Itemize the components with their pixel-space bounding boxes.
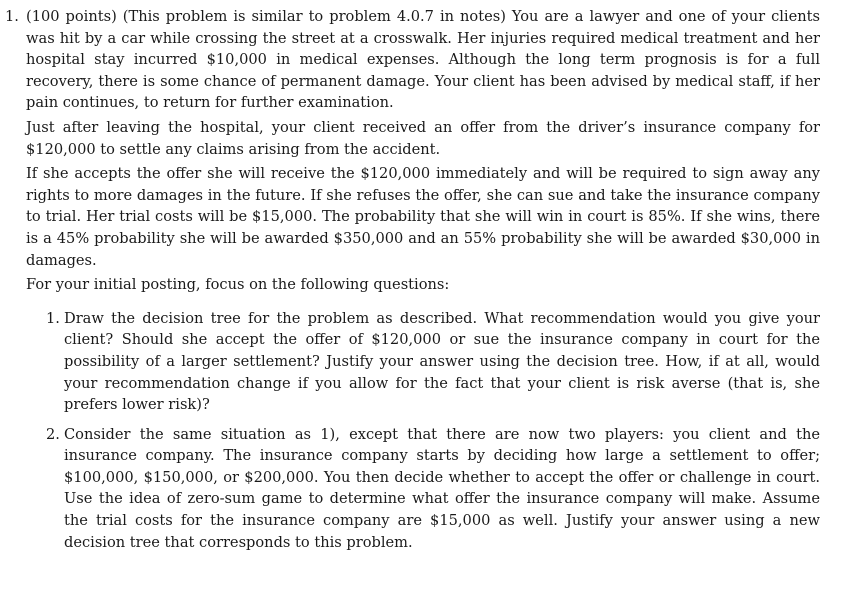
problem-1 xyxy=(0,6,846,553)
problem-intro-paragraph: (100 points) (This problem is similar to problem 4.0.7 in notes) You are a lawyer and one of your clients was hit by a car while crossing the street at a crosswalk. Her injuries required medical treatment and her hospital stay incurred $10,000 in medical expenses. Although the long term prognosis is for a full recovery, there is some chance of permanent damage. Your client has been advised by medical staff, if her pain continues, to return for further examination. xyxy=(26,8,820,112)
problem-number: 1. xyxy=(5,8,19,25)
question-text: Draw the decision tree for the problem as described. What recommendation would you give your client? Should she accept the offer of $120,000 or sue the insurance company in court for the possibility of a larger settlement? Justify your answer using the decision tree. How, if at all, would your recommendation change if you allow for the fact that your client is risk averse (that is, she prefers lower risk)? xyxy=(64,309,820,414)
questions-intro-paragraph: For your initial posting, focus on the following questions: xyxy=(26,276,450,294)
question-number: 1. xyxy=(46,309,60,327)
question-text: Consider the same situation as 1), except that there are now two players: you client and the insurance company. The insurance company starts by deciding how large a settlement to offer; $100,000, $150,000, or $200,000. You then decide whether to accept the offer or challenge in court. Use the idea of zero-sum game to determine what offer the insurance company will make. Assume the trial costs for the insurance company are $15,000 as well. Justify your answer using a new decision tree that corresponds to this problem. xyxy=(64,425,820,551)
question-item-2 xyxy=(26,424,820,554)
question-item-1 xyxy=(26,308,820,416)
trial-details-paragraph: If she accepts the offer she will receive the $120,000 immediately and will be required to sign away any rights to more damages in the future. If she refuses the offer, she can sue and take the insurance company to trial. Her trial costs will be $15,000. The probability that she will win in court is 85%. If she wins, there is a 45% probability she will be awarded $350,000 and an 55% probability she will be awarded $30,000 in damages. xyxy=(26,165,820,269)
document-page xyxy=(0,6,846,553)
insurance-offer-paragraph: Just after leaving the hospital, your client received an offer from the driver’s insurance company for $120,000 to settle any claims arising from the accident. xyxy=(26,118,820,158)
question-list xyxy=(26,308,820,554)
question-number: 2. xyxy=(46,425,60,443)
